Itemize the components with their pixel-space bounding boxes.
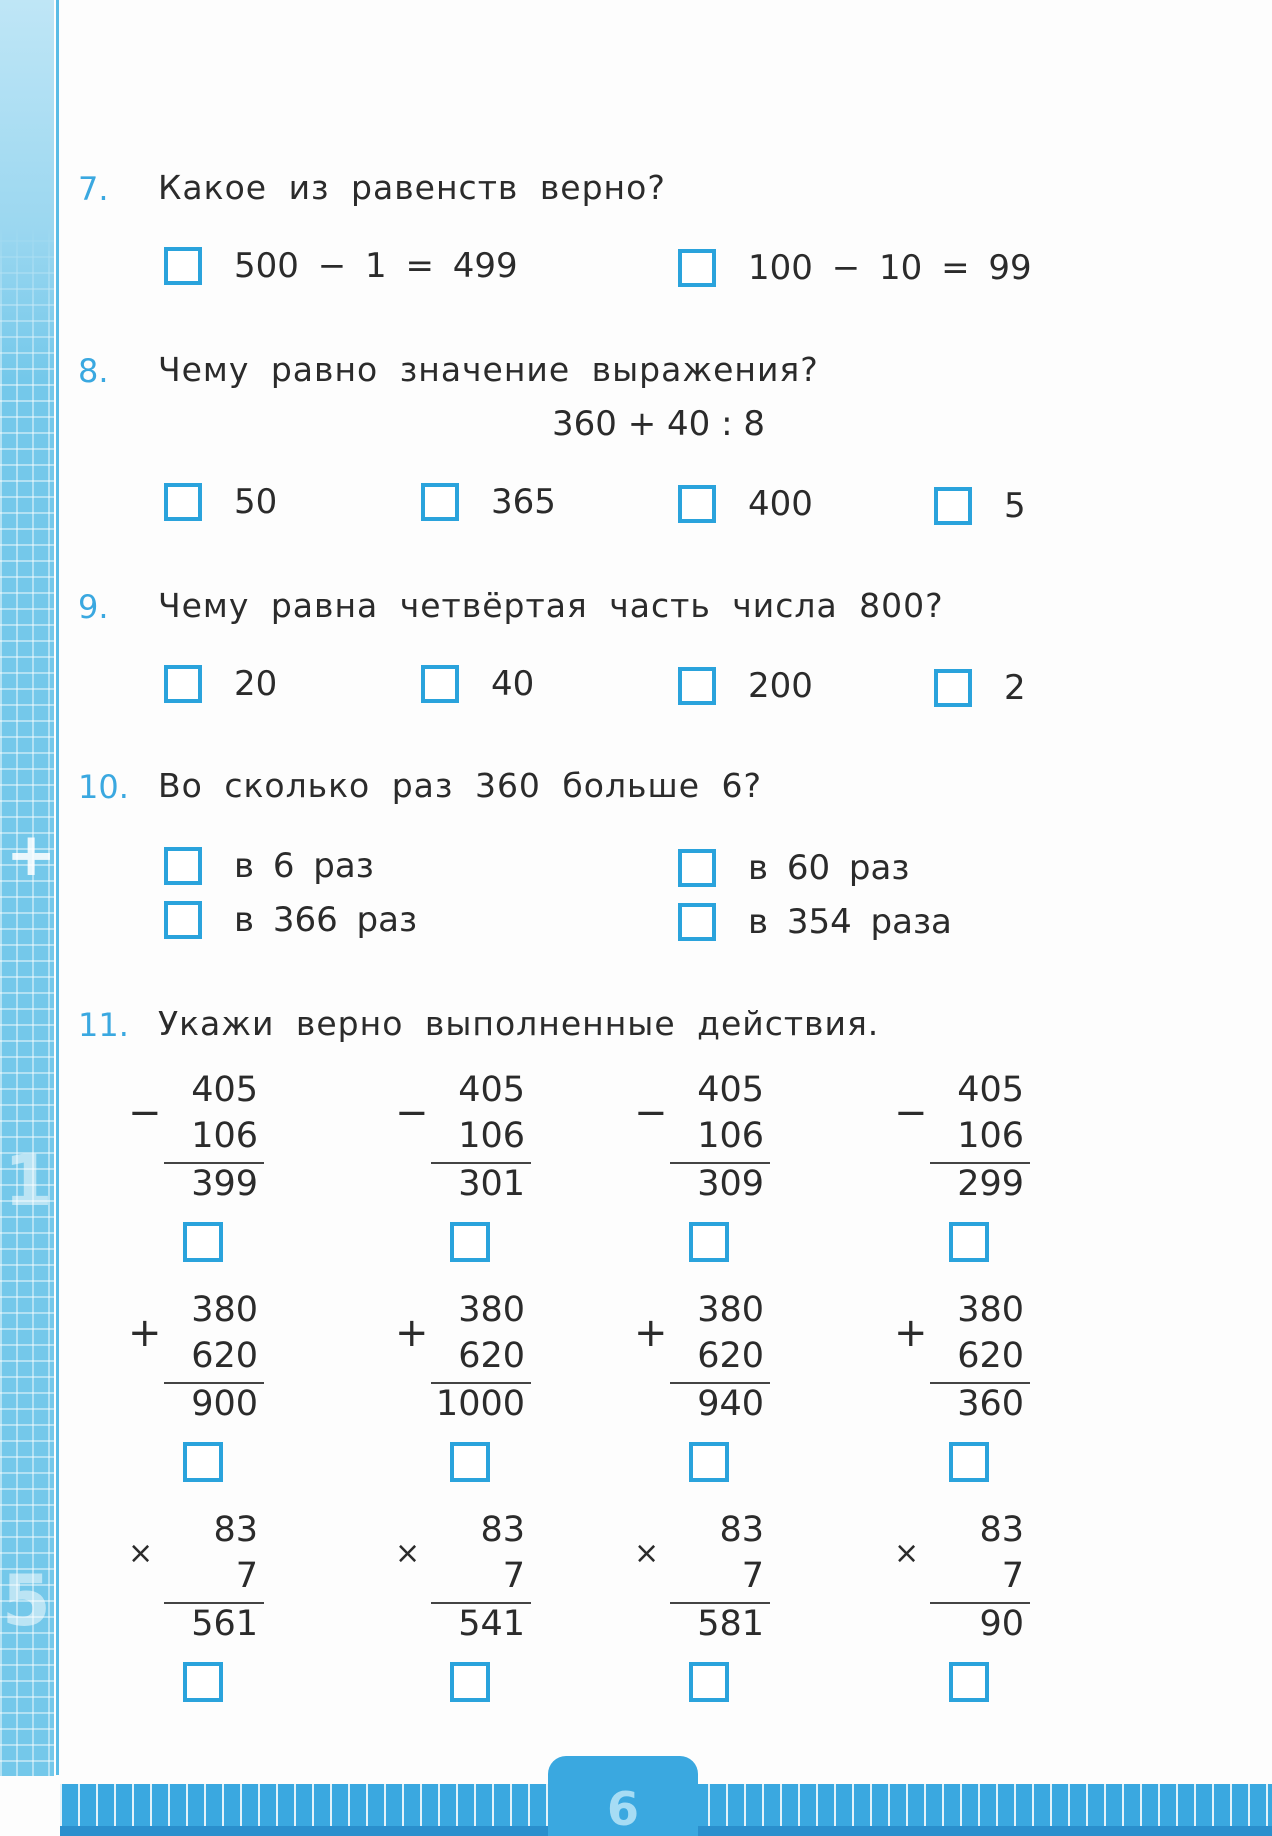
multiplication-operand-a: 83 (480, 1510, 525, 1550)
checkbox[interactable] (678, 249, 716, 287)
sidebar-digit-glyph: 1 (4, 1140, 53, 1222)
addition-operand-b: 620 (697, 1336, 764, 1376)
addition-checkbox-1[interactable] (183, 1442, 223, 1482)
multiplication-sign: × (894, 1536, 920, 1571)
option-label: 200 (748, 666, 813, 706)
question-8-number: 8. (78, 352, 109, 390)
question-9-text: Чему равна четвёртая часть числа 800? (158, 586, 944, 625)
option-label: 365 (491, 482, 556, 522)
addition-operand-a: 380 (191, 1290, 258, 1330)
checkbox[interactable] (678, 903, 716, 941)
subtraction-sign: − (395, 1090, 429, 1136)
multiplication-sign: × (128, 1536, 154, 1571)
option-label: 20 (234, 664, 278, 704)
q10-option-1[interactable] (164, 846, 374, 886)
q9-option-4[interactable] (934, 668, 1026, 708)
subtraction-operand-b: 106 (191, 1116, 258, 1156)
option-label: в 60 раз (748, 848, 910, 888)
page-number-tab (548, 1756, 698, 1836)
question-10-number: 10. (78, 768, 129, 806)
multiplication-operand-a: 83 (979, 1510, 1024, 1550)
q10-option-2[interactable] (678, 848, 909, 888)
checkbox[interactable] (164, 901, 202, 939)
addition-sign: + (128, 1310, 162, 1356)
sidebar-digit-glyph: 5 (2, 1560, 51, 1642)
option-label: 50 (234, 482, 278, 522)
q8-expression: 360 + 40 : 8 (552, 404, 765, 444)
addition-result: 940 (697, 1384, 764, 1424)
q9-option-1[interactable] (164, 664, 277, 704)
sidebar-plus-glyph: + (6, 820, 57, 890)
addition-checkbox-3[interactable] (689, 1442, 729, 1482)
question-7-text: Какое из равенств верно? (158, 168, 666, 207)
checkbox[interactable] (164, 847, 202, 885)
checkbox[interactable] (678, 485, 716, 523)
multiplication-checkbox-2[interactable] (450, 1662, 490, 1702)
option-label: 2 (1004, 668, 1026, 708)
multiplication-sign: × (395, 1536, 421, 1571)
q8-option-1[interactable] (164, 482, 277, 522)
question-10-text: Во сколько раз 360 больше 6? (158, 766, 763, 805)
multiplication-operand-a: 83 (213, 1510, 258, 1550)
subtraction-operand-b: 106 (957, 1116, 1024, 1156)
q8-option-4[interactable] (934, 486, 1026, 526)
checkbox[interactable] (678, 667, 716, 705)
checkbox[interactable] (164, 247, 202, 285)
subtraction-checkbox-1[interactable] (183, 1222, 223, 1262)
question-11-number: 11. (78, 1006, 129, 1044)
checkbox[interactable] (421, 483, 459, 521)
decorative-sidebar (0, 0, 57, 1836)
addition-result: 360 (957, 1384, 1024, 1424)
option-label: 400 (748, 484, 813, 524)
addition-checkbox-4[interactable] (949, 1442, 989, 1482)
multiplication-operand-b: 7 (741, 1556, 764, 1596)
multiplication-result: 581 (697, 1604, 764, 1644)
multiplication-result: 561 (191, 1604, 258, 1644)
subtraction-sign: − (128, 1090, 162, 1136)
addition-sign: + (634, 1310, 668, 1356)
subtraction-result: 309 (697, 1164, 764, 1204)
multiplication-checkbox-3[interactable] (689, 1662, 729, 1702)
addition-operand-a: 380 (957, 1290, 1024, 1330)
subtraction-checkbox-3[interactable] (689, 1222, 729, 1262)
q9-option-3[interactable] (678, 666, 813, 706)
subtraction-checkbox-4[interactable] (949, 1222, 989, 1262)
question-7-number: 7. (78, 170, 109, 208)
multiplication-operand-a: 83 (719, 1510, 764, 1550)
subtraction-result: 301 (458, 1164, 525, 1204)
multiplication-operand-b: 7 (235, 1556, 258, 1596)
multiplication-operand-b: 7 (1001, 1556, 1024, 1596)
subtraction-sign: − (634, 1090, 668, 1136)
subtraction-result: 299 (957, 1164, 1024, 1204)
q10-option-3[interactable] (164, 900, 417, 940)
multiplication-operand-b: 7 (502, 1556, 525, 1596)
multiplication-result: 90 (979, 1604, 1024, 1644)
option-label: 5 (1004, 486, 1026, 526)
option-label: 100 − 10 = 99 (748, 248, 1032, 288)
question-11-text: Укажи верно выполненные действия. (158, 1004, 880, 1043)
addition-sign: + (894, 1310, 928, 1356)
checkbox[interactable] (421, 665, 459, 703)
subtraction-result: 399 (191, 1164, 258, 1204)
option-label: 500 − 1 = 499 (234, 246, 518, 286)
subtraction-operand-a: 405 (191, 1070, 258, 1110)
checkbox[interactable] (678, 849, 716, 887)
sidebar-gradient (0, 0, 54, 380)
q7-option-1[interactable] (164, 246, 518, 286)
multiplication-checkbox-1[interactable] (183, 1662, 223, 1702)
subtraction-operand-b: 106 (697, 1116, 764, 1156)
option-label: 40 (491, 664, 535, 704)
addition-result: 1000 (435, 1384, 525, 1424)
addition-checkbox-2[interactable] (450, 1442, 490, 1482)
subtraction-operand-a: 405 (957, 1070, 1024, 1110)
page-number: 6 (606, 1782, 639, 1836)
subtraction-operand-b: 106 (458, 1116, 525, 1156)
subtraction-operand-a: 405 (697, 1070, 764, 1110)
question-8-text: Чему равно значение выражения? (158, 350, 819, 389)
q10-option-4[interactable] (678, 902, 952, 942)
addition-sign: + (395, 1310, 429, 1356)
subtraction-operand-a: 405 (458, 1070, 525, 1110)
checkbox[interactable] (164, 483, 202, 521)
q7-option-2[interactable] (678, 248, 1032, 288)
question-9-number: 9. (78, 588, 109, 626)
option-label: в 366 раз (234, 900, 418, 940)
checkbox[interactable] (164, 665, 202, 703)
multiplication-result: 541 (458, 1604, 525, 1644)
addition-operand-b: 620 (191, 1336, 258, 1376)
addition-operand-b: 620 (458, 1336, 525, 1376)
checkbox[interactable] (934, 487, 972, 525)
addition-result: 900 (191, 1384, 258, 1424)
addition-operand-a: 380 (458, 1290, 525, 1330)
option-label: в 6 раз (234, 846, 374, 886)
addition-operand-a: 380 (697, 1290, 764, 1330)
multiplication-sign: × (634, 1536, 660, 1571)
q8-option-2[interactable] (421, 482, 556, 522)
option-label: в 354 раза (748, 902, 952, 942)
checkbox[interactable] (934, 669, 972, 707)
sidebar-border-line (56, 0, 59, 1775)
subtraction-checkbox-2[interactable] (450, 1222, 490, 1262)
q9-option-2[interactable] (421, 664, 534, 704)
q8-option-3[interactable] (678, 484, 813, 524)
multiplication-checkbox-4[interactable] (949, 1662, 989, 1702)
subtraction-sign: − (894, 1090, 928, 1136)
addition-operand-b: 620 (957, 1336, 1024, 1376)
